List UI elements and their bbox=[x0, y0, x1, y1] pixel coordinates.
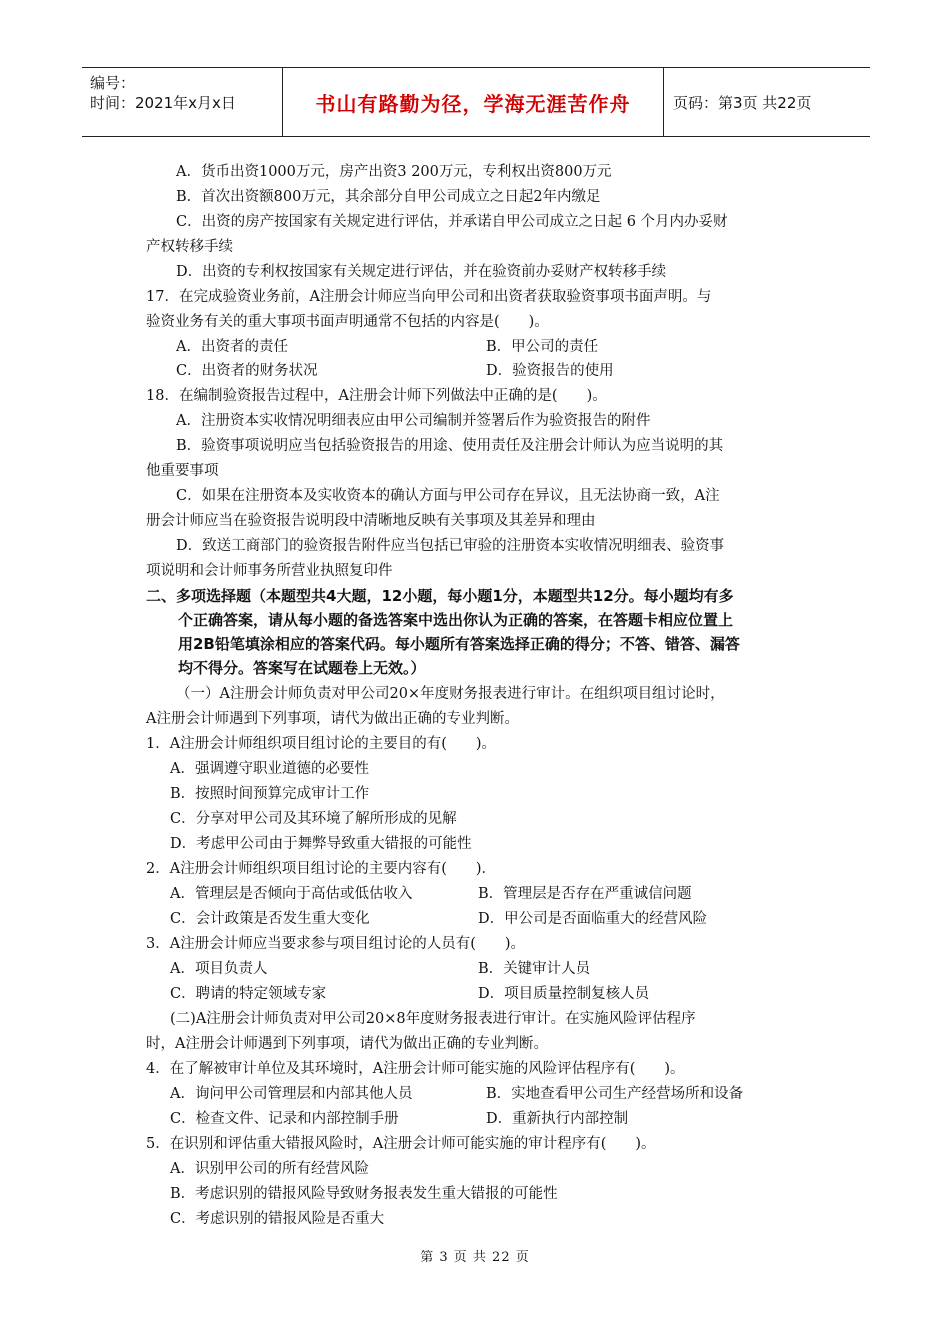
section-heading-cont: 个正确答案，请从每小题的备选答案中选出你认为正确的答案，在答题卡相应位置上 bbox=[178, 611, 734, 629]
page-info: 页码：第3页 共22页 bbox=[673, 93, 812, 112]
option-line: D．甲公司是否面临重大的经营风险 bbox=[478, 911, 708, 927]
header-page-cell bbox=[665, 68, 870, 136]
option-line: A．强调遵守职业道德的必要性 bbox=[170, 761, 369, 777]
option-line: B．实地查看甲公司生产经营场所和设备 bbox=[486, 1086, 744, 1102]
option-line: B．按照时间预算完成审计工作 bbox=[170, 786, 370, 802]
option-line: C．出资者的财务状况 bbox=[176, 363, 318, 379]
option-line: B．关键审计人员 bbox=[478, 961, 591, 977]
case-intro: (二)A注册会计师负责对甲公司20×8年度财务报表进行审计。在实施风险评估程序 bbox=[170, 1011, 696, 1027]
question-18: 18．在编制验资报告过程中，A注册会计师下列做法中正确的是( )。 bbox=[146, 388, 607, 404]
option-line: C．考虑识别的错报风险是否重大 bbox=[170, 1211, 385, 1227]
number-label: 编号： bbox=[90, 74, 136, 92]
option-line: A．询问甲公司管理层和内部其他人员 bbox=[170, 1086, 413, 1102]
option-line: B．验资事项说明应当包括验资报告的用途、使用责任及注册会计师认为应当说明的其 bbox=[176, 438, 724, 454]
option-line: C．检查文件、记录和内部控制手册 bbox=[170, 1111, 399, 1127]
option-line: D．致送工商部门的验资报告附件应当包括已审验的注册资本实收情况明细表、验资事 bbox=[176, 538, 725, 554]
option-line: D．验资报告的使用 bbox=[486, 363, 614, 379]
option-line: A．识别甲公司的所有经营风险 bbox=[170, 1161, 369, 1177]
option-line: C．聘请的特定领域专家 bbox=[170, 986, 327, 1002]
option-line: A．注册资本实收情况明细表应由甲公司编制并签署后作为验资报告的附件 bbox=[176, 413, 651, 429]
option-line: A．货币出资1000万元，房产出资3 200万元，专利权出资800万元 bbox=[176, 164, 612, 180]
question-17-cont: 验资业务有关的重大事项书面声明通常不包括的内容是( )。 bbox=[146, 314, 549, 330]
header-motto-cell bbox=[283, 68, 664, 136]
option-line: D．重新执行内部控制 bbox=[486, 1111, 629, 1127]
case-intro: （一）A注册会计师负责对甲公司20×年度财务报表进行审计。在组织项目组讨论时， bbox=[176, 686, 725, 702]
option-line: A．项目负责人 bbox=[170, 961, 268, 977]
option-line: B．甲公司的责任 bbox=[486, 339, 599, 355]
header-left-cell bbox=[82, 68, 283, 136]
case-intro-cont: A注册会计师遇到下列事项，请代为做出正确的专业判断。 bbox=[146, 711, 519, 727]
page-header bbox=[82, 67, 870, 137]
option-line: D．考虑甲公司由于舞弊导致重大错报的可能性 bbox=[170, 836, 472, 852]
option-line: B．首次出资额800万元，其余部分自甲公司成立之日起2年内缴足 bbox=[176, 189, 601, 205]
option-line: C．会计政策是否发生重大变化 bbox=[170, 911, 370, 927]
option-line: B．考虑识别的错报风险导致财务报表发生重大错报的可能性 bbox=[170, 1186, 558, 1202]
option-line-cont: 他重要事项 bbox=[146, 463, 219, 479]
case-intro-cont: 时，A注册会计师遇到下列事项，请代为做出正确的专业判断。 bbox=[146, 1036, 548, 1052]
section-heading-cont: 均不得分。答案写在试题卷上无效。） bbox=[178, 659, 426, 677]
section-heading: 二、多项选择题（本题型共4大题，12小题，每小题1分，本题型共12分。每小题均有多 bbox=[146, 587, 734, 605]
option-line: C．如果在注册资本及实收资本的确认方面与甲公司存在异议，且无法协商一致，A注 bbox=[176, 488, 720, 504]
question-5: 5．在识别和评估重大错报风险时，A注册会计师可能实施的审计程序有( )。 bbox=[146, 1136, 656, 1152]
page-footer: 第 3 页 共 22 页 bbox=[420, 1250, 530, 1265]
option-line: A．管理层是否倾向于高估或低估收入 bbox=[170, 886, 413, 902]
date-label: 时间：2021年x月x日 bbox=[90, 94, 236, 112]
option-line-cont: 册会计师应当在验资报告说明段中清晰地反映有关事项及其差异和理由 bbox=[146, 513, 596, 529]
question-3: 3．A注册会计师应当要求参与项目组讨论的人员有( )。 bbox=[146, 936, 526, 952]
section-heading-cont: 用2B铅笔填涂相应的答案代码。每小题所有答案选择正确的得分；不答、错答、漏答 bbox=[178, 635, 740, 653]
option-line: B．管理层是否存在严重诚信问题 bbox=[478, 886, 692, 902]
option-line-cont: 项说明和会计师事务所营业执照复印件 bbox=[146, 563, 393, 579]
option-line-cont: 产权转移手续 bbox=[146, 239, 233, 255]
option-line: C．出资的房产按国家有关规定进行评估，并承诺自甲公司成立之日起 6 个月内办妥财 bbox=[176, 214, 728, 230]
option-line: A．出资者的责任 bbox=[176, 339, 288, 355]
option-line: D．项目质量控制复核人员 bbox=[478, 986, 650, 1002]
question-1: 1．A注册会计师组织项目组讨论的主要目的有( )。 bbox=[146, 736, 497, 752]
option-line: D．出资的专利权按国家有关规定进行评估，并在验资前办妥财产权转移手续 bbox=[176, 264, 667, 280]
question-2: 2．A注册会计师组织项目组讨论的主要内容有( )． bbox=[146, 861, 497, 877]
question-4: 4．在了解被审计单位及其环境时，A注册会计师可能实施的风险评估程序有( )。 bbox=[146, 1061, 685, 1077]
option-line: C．分享对甲公司及其环境了解所形成的见解 bbox=[170, 811, 457, 827]
question-17: 17．在完成验资业务前，A注册会计师应当向甲公司和出资者获取验资事项书面声明。与 bbox=[146, 289, 712, 305]
motto: 书山有路勤为径，学海无涯苦作舟 bbox=[315, 91, 631, 116]
